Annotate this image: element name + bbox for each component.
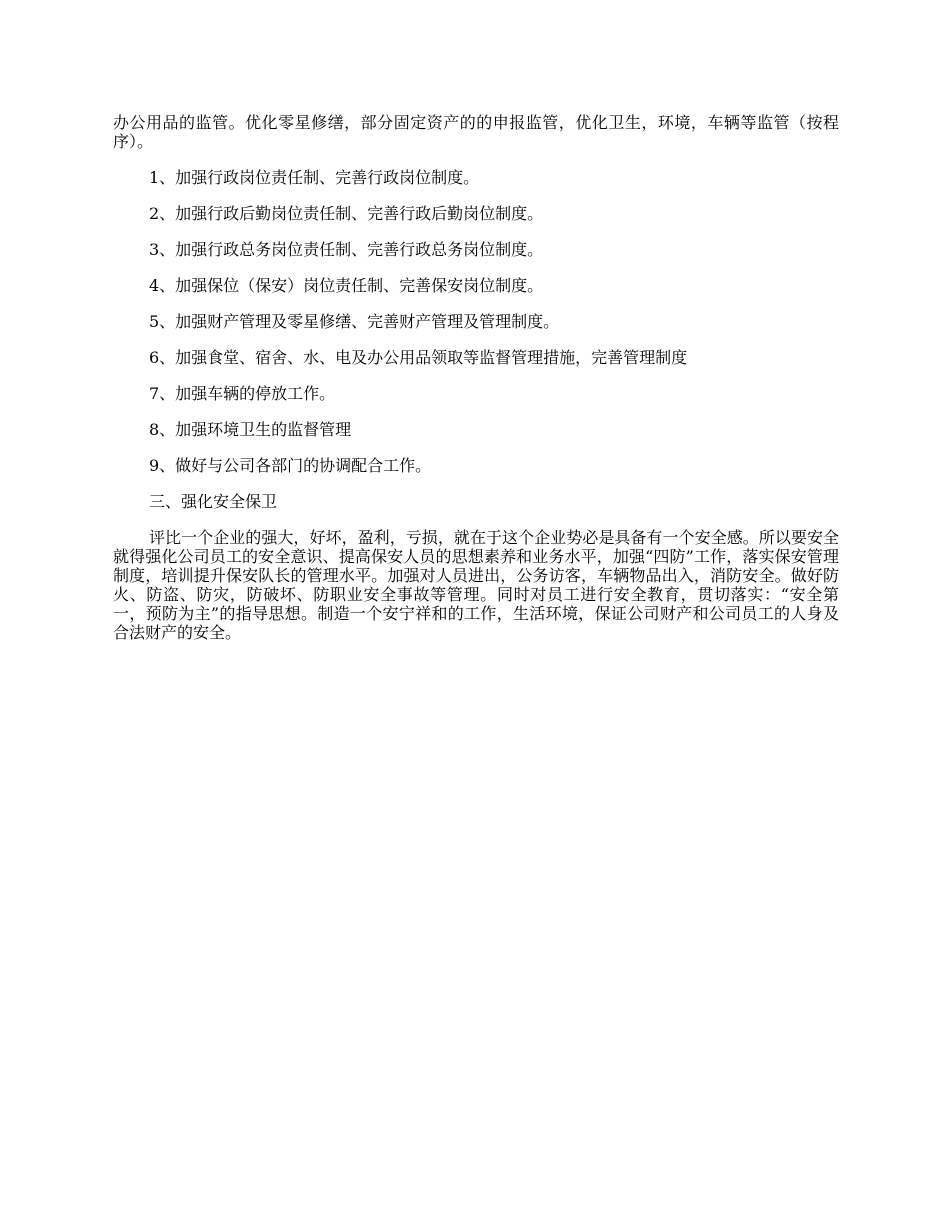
- document-body: [113, 113, 839, 642]
- paragraph-spacer: [113, 511, 839, 528]
- paragraph-spacer: [113, 223, 839, 240]
- list-item: 7、加强车辆的停放工作。: [149, 384, 336, 403]
- paragraph-spacer: [113, 403, 839, 420]
- paragraph-spacer: [113, 187, 839, 204]
- paragraph-spacer: [113, 331, 839, 348]
- list-item: 6、加强食堂、宿舍、水、电及办公用品领取等监督管理措施，完善管理制度: [149, 348, 688, 367]
- list-item: 1、加强行政岗位责任制、完善行政岗位制度。: [149, 168, 480, 187]
- paragraph-spacer: [113, 439, 839, 456]
- intro-paragraph: 办公用品的监管。优化零星修缮，部分固定资产的的申报监管，优化卫生，环境，车辆等监管（按程序）。: [113, 113, 839, 151]
- list-item: 5、加强财产管理及零星修缮、完善财产管理及管理制度。: [149, 312, 560, 331]
- section-heading: 三、强化安全保卫: [149, 492, 278, 511]
- list-item: 8、加强环境卫生的监督管理: [149, 420, 352, 439]
- list-item: 4、加强保位（保安）岗位责任制、完善保安岗位制度。: [149, 276, 544, 295]
- paragraph-spacer: [113, 475, 839, 492]
- list-item: 2、加强行政后勤岗位责任制、完善行政后勤岗位制度。: [149, 204, 544, 223]
- closing-paragraph: 评比一个企业的强大，好坏，盈利，亏损，就在于这个企业势必是具备有一个安全感。所以要安全就得强化公司员工的安全意识、提高保安人员的思想素养和业务水平，加强“四防”工作，落实保安管理制度，培训提升保安队长的管理水平。加强对人员进出，公务访客，车辆物品出入，消防安全。做好防火、防盗、防灾，防破坏、防职业安全事故等管理。同时对员工进行安全教育，贯切落实：“安全第一，预防为主”的指导思想。制造一个安宁祥和的工作，生活环境，保证公司财产和公司员工的人身及合法财产的安全。: [113, 528, 839, 642]
- paragraph-spacer: [113, 151, 839, 168]
- list-item: 3、加强行政总务岗位责任制、完善行政总务岗位制度。: [149, 240, 544, 259]
- paragraph-spacer: [113, 259, 839, 276]
- list-item: 9、做好与公司各部门的协调配合工作。: [149, 456, 432, 475]
- paragraph-spacer: [113, 295, 839, 312]
- paragraph-spacer: [113, 367, 839, 384]
